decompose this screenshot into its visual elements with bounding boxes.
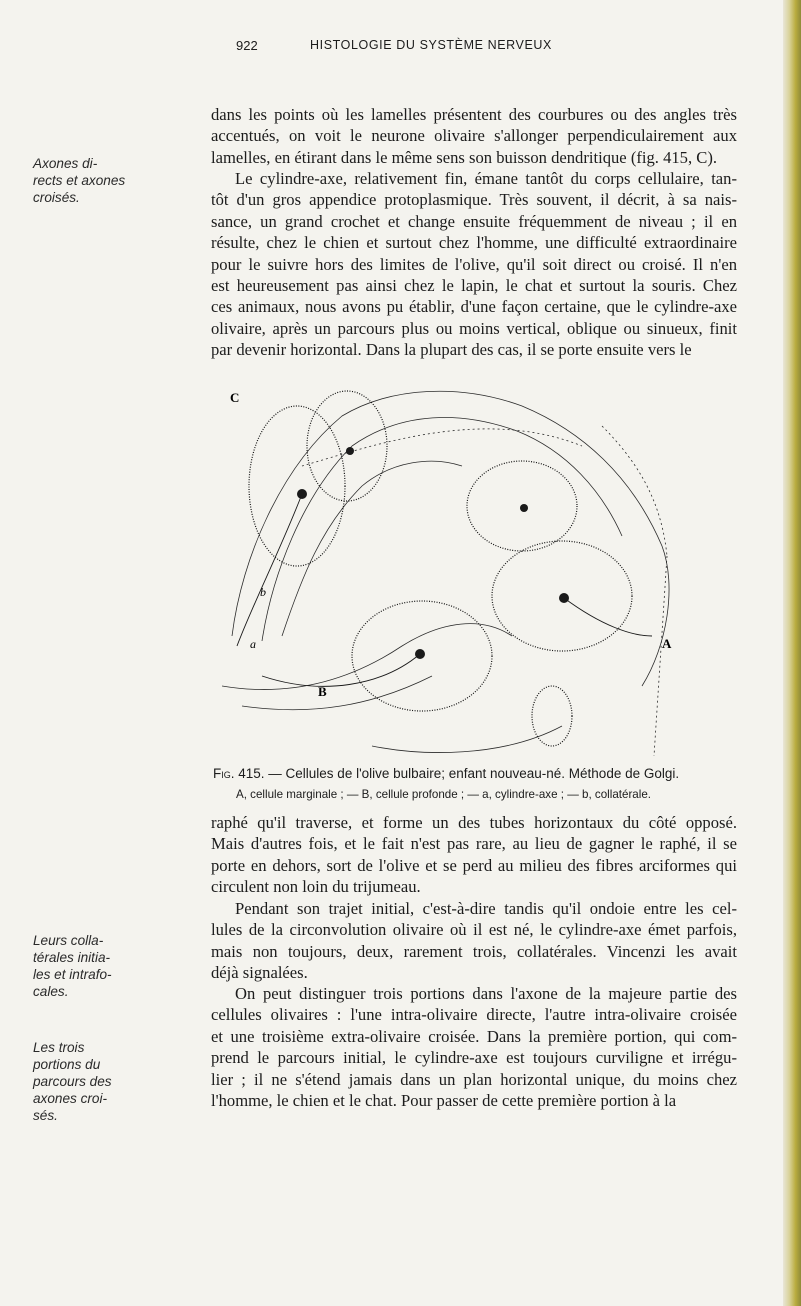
margin-note-line: Leurs colla- bbox=[33, 933, 104, 948]
text-line: dans les points où les lamelles présentent des courbures ou des angles très bbox=[211, 105, 737, 124]
paragraph-3 bbox=[211, 812, 737, 898]
figure-title: — Cellules de l'olive bulbaire; enfant nouveau-né. Méthode de Golgi. bbox=[264, 766, 680, 781]
page-edge bbox=[783, 0, 801, 1306]
margin-note-line: axones croi- bbox=[33, 1091, 108, 1106]
figure-label-c: C bbox=[230, 390, 240, 405]
text-line: Le cylindre-axe, relativement fin, émane tantôt du corps cellulaire, tan- bbox=[235, 169, 737, 188]
text-line: déjà signalées. bbox=[211, 963, 308, 983]
text-line: olivaire, après un parcours plus ou moins vertical, oblique ou sinueux, finit bbox=[211, 318, 737, 338]
margin-note-line: portions du bbox=[33, 1057, 101, 1072]
running-title: HISTOLOGIE DU SYSTÈME NERVEUX bbox=[310, 38, 552, 52]
margin-note-line: Les trois bbox=[33, 1040, 85, 1055]
text-line: On peut distinguer trois portions dans l'axone de la majeure partie des bbox=[235, 984, 737, 1003]
text-line: ces animaux, nous avons pu établir, d'une façon certaine, que le cylindre-axe bbox=[211, 297, 737, 317]
text-line: lier ; il ne s'étend jamais dans un plan horizontal unique, du moins chez bbox=[211, 1069, 737, 1089]
paragraph-2 bbox=[211, 168, 737, 361]
text-line: lamelles, en étirant dans le même sens son buisson dendritique (fig. 415, C). bbox=[211, 147, 718, 167]
text-line: est heureusement pas ainsi chez le lapin, le chat et surtout la souris. Chez bbox=[211, 276, 737, 296]
paragraph-1 bbox=[211, 104, 737, 168]
figure-label-b: B bbox=[318, 684, 327, 699]
text-line: tôt d'un gros appendice protoplasmique. Très souvent, il décrit, à sa nais- bbox=[211, 190, 737, 210]
text-line: porte en dehors, sort de l'olive et se perd au milieu des fibres arciformes qui bbox=[211, 855, 737, 875]
text-line: l'homme, le chien et le chat. Pour passer de cette première portion à la bbox=[211, 1091, 677, 1111]
text-line: accentués, on voit le neurone olivaire s'allonger perpendiculairement aux bbox=[211, 126, 737, 146]
margin-note-line: sés. bbox=[33, 1108, 58, 1123]
margin-note-axones bbox=[33, 155, 143, 206]
text-line: prend le parcours initial, le cylindre-axe est toujours curviligne et irrégu- bbox=[211, 1048, 737, 1068]
margin-note-line: cales. bbox=[33, 984, 69, 999]
text-line: raphé qu'il traverse, et forme un des tubes horizontaux du côté opposé. bbox=[211, 813, 737, 832]
figure-label-a: A bbox=[662, 636, 672, 651]
text-line: par devenir horizontal. Dans la plupart des cas, il se porte ensuite vers le bbox=[211, 340, 692, 360]
text-line: résulte, chez le chien et surtout chez l'homme, une difficulté extraordinaire bbox=[211, 233, 737, 253]
paragraph-5 bbox=[211, 983, 737, 1111]
text-line: mais non toujours, deux, rarement trois, collatérales. Vincenzi les avait bbox=[211, 941, 737, 961]
text-line: sance, un grand crochet et change ensuite fréquemment de niveau ; il en bbox=[211, 211, 737, 231]
figure-illustration bbox=[222, 386, 692, 758]
paragraph-4 bbox=[211, 898, 737, 984]
figure-label-axon: a bbox=[250, 637, 256, 651]
figure-legend: A, cellule marginale ; — B, cellule profonde ; — a, cylindre-axe ; — b, collatérale. bbox=[236, 788, 651, 801]
margin-note-line: les et intrafo- bbox=[33, 967, 112, 982]
figure-number: Fig. 415. bbox=[213, 766, 265, 781]
margin-note-line: Axones di- bbox=[33, 156, 98, 171]
text-line: circulent non loin du trijumeau. bbox=[211, 877, 421, 897]
margin-note-line: parcours des bbox=[33, 1074, 112, 1089]
text-line: et une troisième extra-olivaire croisée. Dans la première portion, qui com- bbox=[211, 1026, 737, 1046]
text-line: cellules olivaires : l'une intra-olivaire directe, l'autre intra-olivaire croisée bbox=[211, 1005, 737, 1025]
page-number: 922 bbox=[236, 38, 258, 53]
margin-note-line: croisés. bbox=[33, 190, 80, 205]
text-line: lules de la circonvolution olivaire où il est né, le cylindre-axe émet parfois, bbox=[211, 920, 737, 940]
margin-note-line: térales initia- bbox=[33, 950, 111, 965]
margin-note-line: rects et axones bbox=[33, 173, 126, 188]
text-line: Pendant son trajet initial, c'est-à-dire tandis qu'il ondoie entre les cel- bbox=[235, 899, 737, 918]
figure-caption bbox=[213, 766, 753, 781]
margin-note-portions bbox=[33, 1039, 143, 1124]
page-header bbox=[0, 38, 801, 58]
figure-olive-cells bbox=[222, 386, 692, 758]
text-line: Mais d'autres fois, et le fait n'est pas rare, au lieu de gagner le raphé, il se bbox=[211, 834, 737, 854]
margin-note-collaterales bbox=[33, 932, 143, 1000]
text-line: pour le suivre hors des limites de l'olive, qu'il soit direct ou croisé. Il n'en bbox=[211, 254, 737, 274]
figure-label-collateral: b bbox=[260, 585, 266, 599]
